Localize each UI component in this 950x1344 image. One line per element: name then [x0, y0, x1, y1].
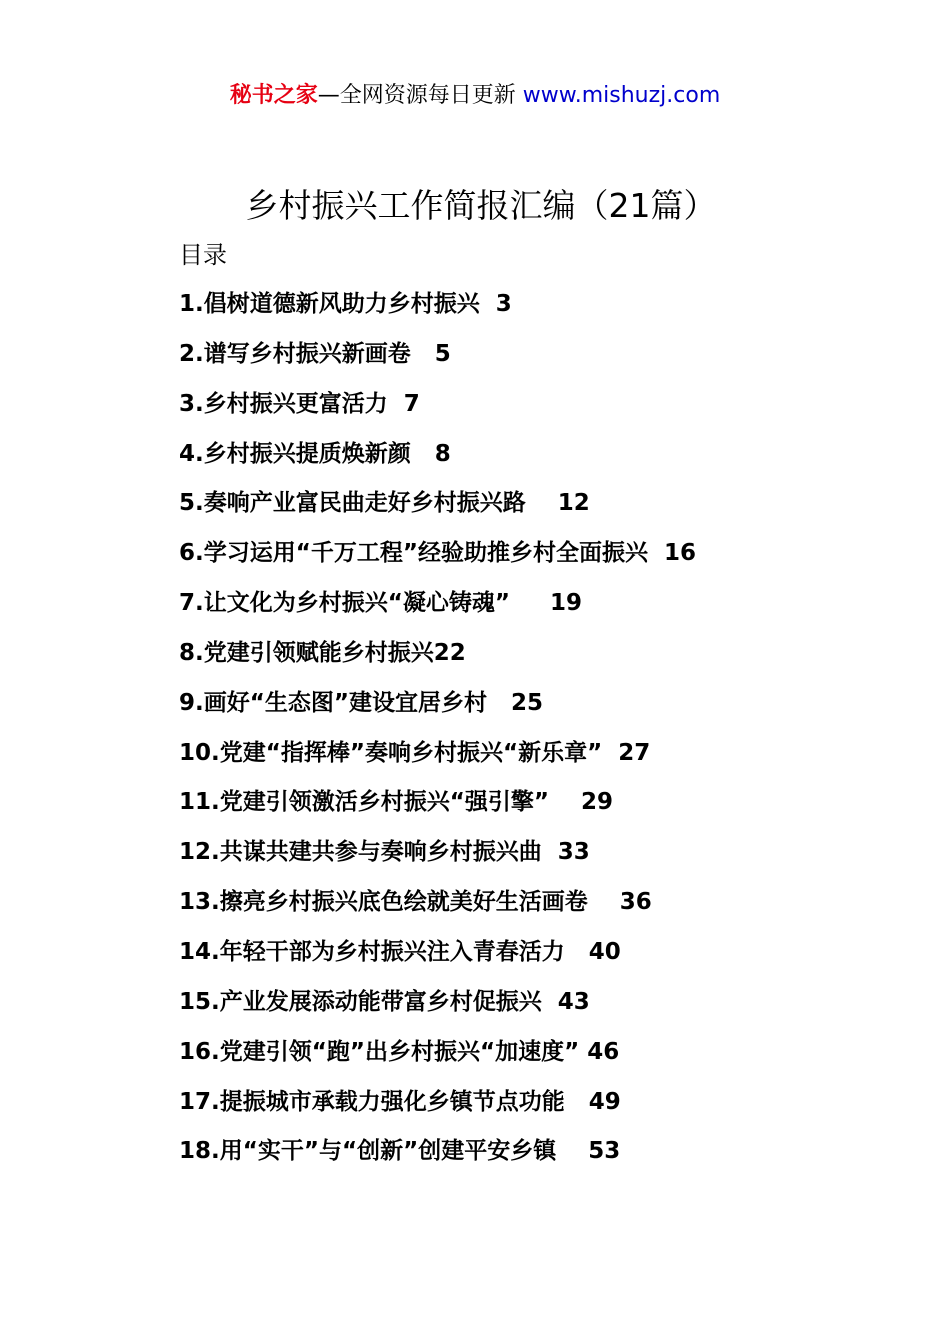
toc-item[interactable]: 13.擦亮乡村振兴底色绘就美好生活画卷 36 — [179, 889, 652, 916]
site-brand: 秘书之家 — [229, 83, 318, 108]
site-url-link[interactable]: www.mishuzj.com — [522, 83, 721, 108]
toc-item[interactable]: 12.共谋共建共参与奏响乡村振兴曲 33 — [179, 839, 590, 866]
table-of-contents — [179, 284, 696, 1181]
toc-item[interactable]: 3.乡村振兴更富活力 7 — [179, 390, 420, 417]
toc-item[interactable]: 5.奏响产业富民曲走好乡村振兴路 12 — [179, 490, 590, 517]
toc-item[interactable]: 4.乡村振兴提质焕新颜 8 — [179, 440, 451, 467]
toc-item[interactable]: 11.党建引领激活乡村振兴“强引擎” 29 — [179, 789, 614, 816]
toc-item[interactable]: 9.画好“生态图”建设宜居乡村 25 — [179, 689, 544, 716]
toc-item[interactable]: 7.让文化为乡村振兴“凝心铸魂” 19 — [179, 590, 583, 617]
toc-item[interactable]: 18.用“实干”与“创新”创建平安乡镇 53 — [179, 1138, 621, 1165]
toc-item[interactable]: 6.学习运用“千万工程”经验助推乡村全面振兴 16 — [179, 540, 696, 567]
toc-item[interactable]: 10.党建“指挥棒”奏响乡村振兴“新乐章” 27 — [179, 739, 651, 766]
toc-item[interactable]: 16.党建引领“跑”出乡村振兴“加速度” 46 — [179, 1038, 620, 1065]
toc-item[interactable]: 1.倡树道德新风助力乡村振兴 3 — [179, 291, 512, 317]
toc-heading: 目录 — [179, 241, 227, 269]
toc-item[interactable]: 8.党建引领赋能乡村振兴22 — [179, 639, 466, 666]
toc-item[interactable]: 15.产业发展添动能带富乡村促振兴 43 — [179, 988, 590, 1015]
page-header — [0, 80, 950, 112]
toc-item[interactable]: 14.年轻干部为乡村振兴注入青春活力 40 — [179, 938, 621, 965]
toc-item[interactable]: 2.谱写乡村振兴新画卷 5 — [179, 340, 451, 367]
site-tagline: —全网资源每日更新 — [317, 83, 523, 108]
document-title: 乡村振兴工作简报汇编（21篇） — [245, 186, 717, 225]
toc-item[interactable]: 17.提振城市承载力强化乡镇节点功能 49 — [179, 1088, 621, 1115]
